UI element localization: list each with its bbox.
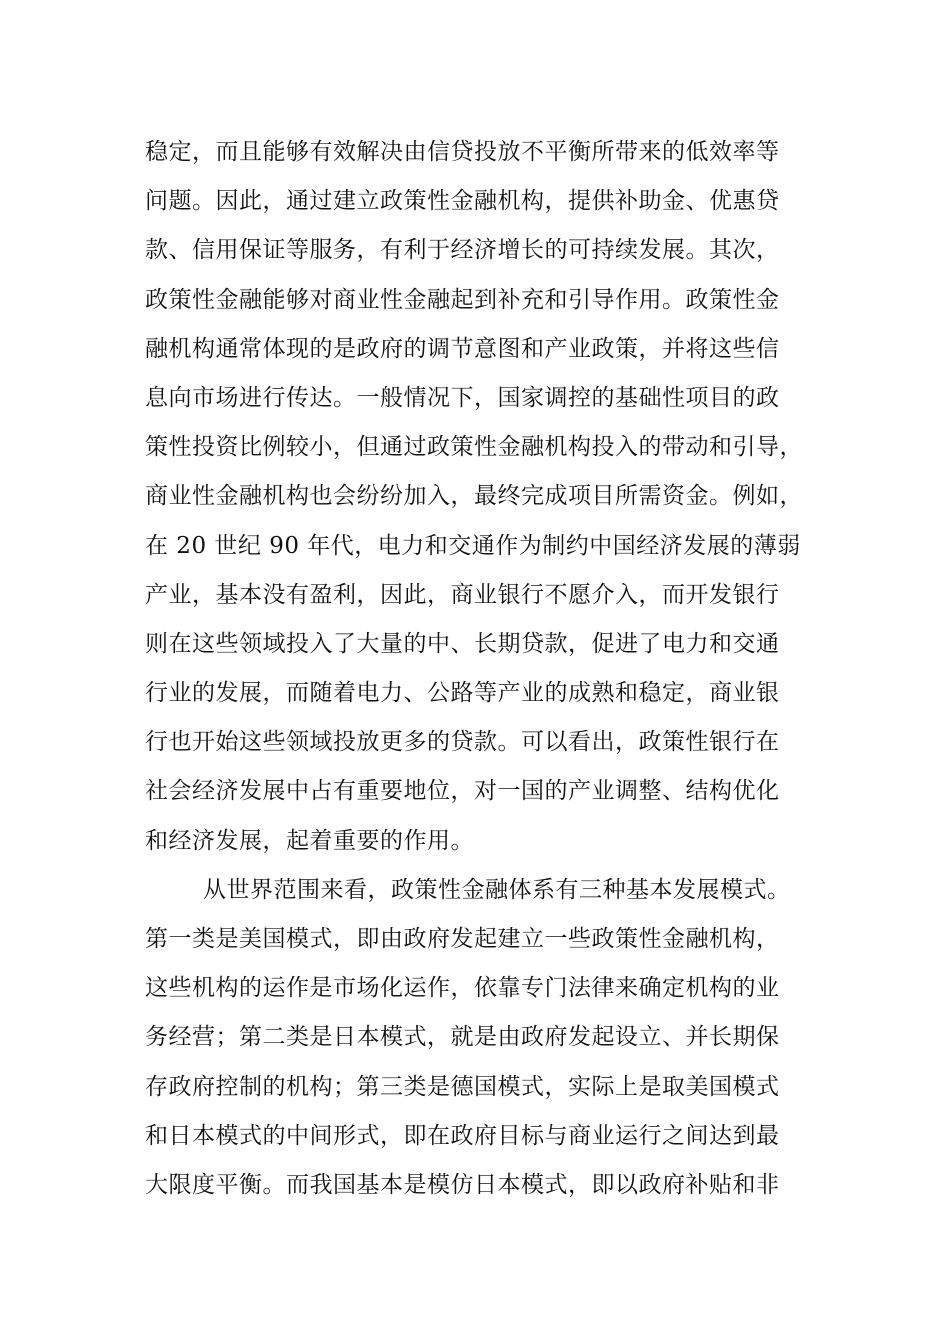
text-line: 稳定，而且能够有效解决由信贷投放不平衡所带来的低效率等 <box>145 139 780 165</box>
text-line: 务经营；第二类是日本模式，就是由政府发起设立、并长期保 <box>145 1024 780 1051</box>
text-line: 大限度平衡。而我国基本是模仿日本模式，即以政府补贴和非 <box>145 1171 780 1198</box>
text-line: 融机构通常体现的是政府的调节意图和产业政策，并将这些信 <box>145 335 780 362</box>
body-text <box>145 128 835 1210</box>
text-line: 社会经济发展中占有重要地位，对一国的产业调整、结构优化 <box>145 778 780 805</box>
text-line: 则在这些领域投入了大量的中、长期贷款，促进了电力和交通 <box>145 630 780 657</box>
text-line: 和经济发展，起着重要的作用。 <box>145 827 474 854</box>
text-line: 在 20 世纪 90 年代，电力和交通作为制约中国经济发展的薄弱 <box>145 532 801 559</box>
text-line: 存政府控制的机构；第三类是德国模式，实际上是取美国模式 <box>145 1073 780 1100</box>
text-line: 款、信用保证等服务，有利于经济增长的可持续发展。其次， <box>145 237 780 264</box>
text-line: 商业性金融机构也会纷纷加入，最终完成项目所需资金。例如， <box>145 483 803 510</box>
text-line: 第一类是美国模式，即由政府发起建立一些政策性金融机构， <box>145 926 780 952</box>
text-line: 和日本模式的中间形式，即在政府目标与商业运行之间达到最 <box>145 1122 780 1149</box>
text-line: 策性投资比例较小，但通过政策性金融机构投入的带动和引导， <box>145 434 803 461</box>
text-line: 问题。因此，通过建立政策性金融机构，提供补助金、优惠贷 <box>145 188 780 215</box>
text-line: 息向市场进行传达。一般情况下，国家调控的基础性项目的政 <box>145 384 780 411</box>
paragraph-first-line: 从世界范围来看，政策性金融体系有三种基本发展模式。 <box>203 876 791 903</box>
text-line: 这些机构的运作是市场化运作，依靠专门法律来确定机构的业 <box>145 975 780 1002</box>
text-line: 行也开始这些领域投放更多的贷款。可以看出，政策性银行在 <box>145 729 780 756</box>
text-line: 产业，基本没有盈利，因此，商业银行不愿介入，而开发银行 <box>145 581 780 608</box>
text-line: 行业的发展，而随着电力、公路等产业的成熟和稳定，商业银 <box>145 680 780 707</box>
text-line: 政策性金融能够对商业性金融起到补充和引导作用。政策性金 <box>145 286 780 313</box>
